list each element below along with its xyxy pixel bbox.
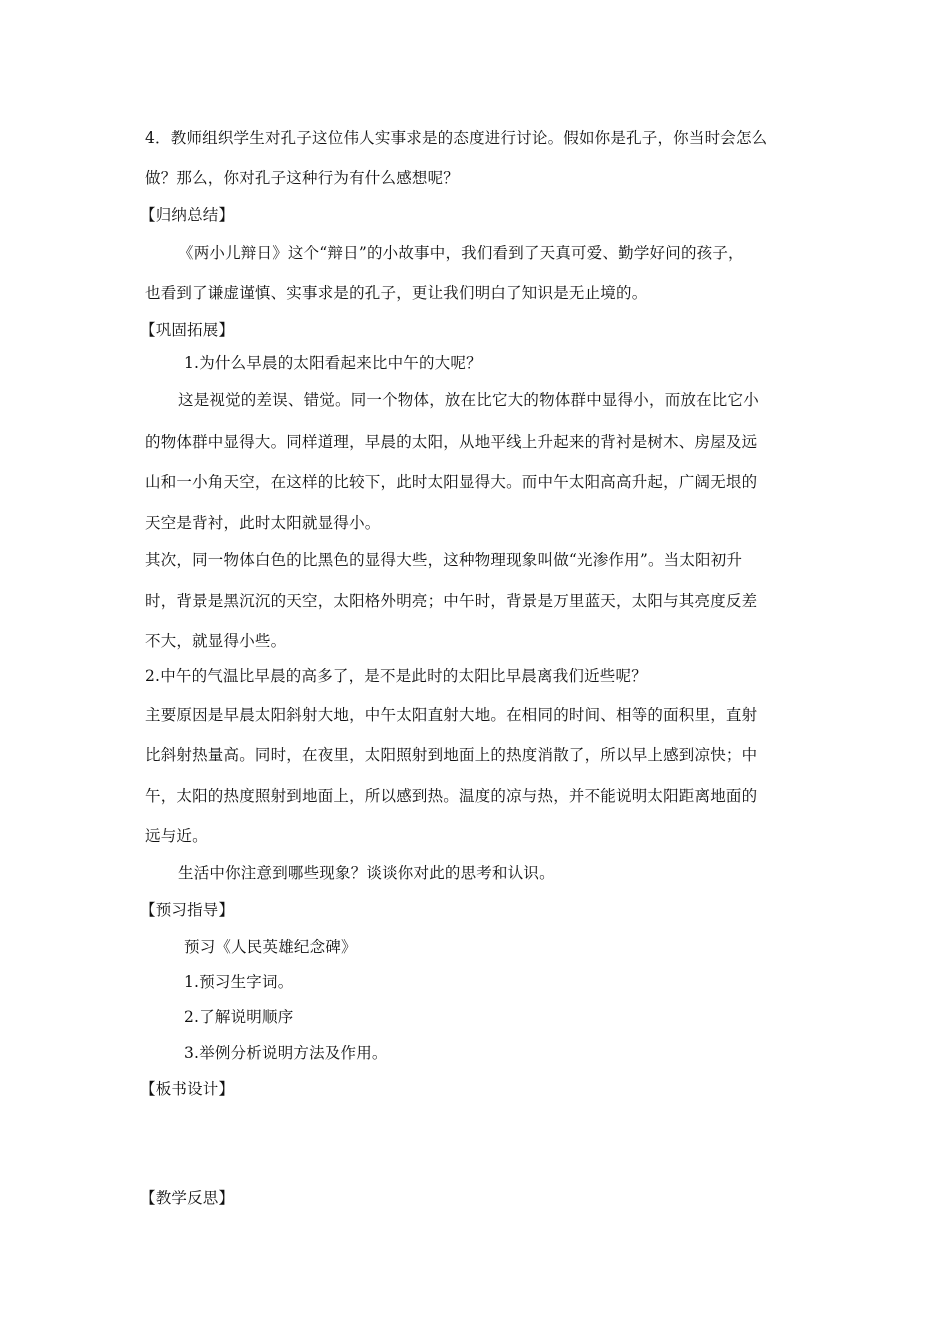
section-heading-reflect: 【教学反思】 [140, 1189, 235, 1207]
paragraph-line: 午，太阳的热度照射到地面上，所以感到热。温度的凉与热，并不能说明太阳距离地面的 [145, 787, 758, 805]
paragraph-line: 不大，就显得小些。 [145, 632, 287, 650]
paragraph-line: 做？那么，你对孔子这种行为有什么感想呢？ [145, 169, 460, 187]
paragraph-line: 的物体群中显得大。同样道理，早晨的太阳，从地平线上升起来的背衬是树木、房屋及远 [145, 433, 758, 451]
section-heading-board: 【板书设计】 [140, 1080, 235, 1098]
paragraph-line: 远与近。 [145, 827, 208, 845]
question-2: 2.中午的气温比早晨的高多了，是不是此时的太阳比早晨离我们近些呢？ [145, 667, 647, 685]
paragraph-line: 山和一小角天空，在这样的比较下，此时太阳显得大。而中午太阳高高升起，广阔无垠的 [145, 473, 758, 491]
question-1: 1.为什么早晨的太阳看起来比中午的大呢？ [184, 354, 482, 372]
paragraph-line: 主要原因是早晨太阳斜射大地，中午太阳直射大地。在相同的时间、相等的面积里，直射 [145, 706, 758, 724]
paragraph-line: 时，背景是黑沉沉的天空，太阳格外明亮；中午时，背景是万里蓝天，太阳与其亮度反差 [145, 592, 758, 610]
section-heading-summary: 【归纳总结】 [140, 206, 235, 224]
preview-title: 预习《人民英雄纪念碑》 [184, 938, 357, 956]
paragraph-line: 《两小儿辩日》这个“辩日”的小故事中，我们看到了天真可爱、勤学好问的孩子， [178, 244, 744, 262]
paragraph-line: 生活中你注意到哪些现象？谈谈你对此的思考和认识。 [178, 864, 555, 882]
preview-item-2: 2.了解说明顺序 [184, 1008, 294, 1026]
paragraph-line: 比斜射热量高。同时，在夜里，太阳照射到地面上的热度消散了，所以早上感到凉快；中 [145, 746, 758, 764]
paragraph-line: 其次，同一物体白色的比黑色的显得大些，这种物理现象叫做“光渗作用”。当太阳初升 [145, 551, 743, 569]
paragraph-line: 也看到了谦虚谨慎、实事求是的孔子，更让我们明白了知识是无止境的。 [145, 284, 648, 302]
paragraph-line: 这是视觉的差误、错觉。同一个物体，放在比它大的物体群中显得小，而放在比它小 [178, 391, 759, 409]
section-heading-expand: 【巩固拓展】 [140, 321, 235, 339]
preview-item-3: 3.举例分析说明方法及作用。 [184, 1044, 388, 1062]
section-heading-preview: 【预习指导】 [140, 901, 235, 919]
preview-item-1: 1.预习生字词。 [184, 973, 294, 991]
paragraph-line: 4．教师组织学生对孔子这位伟人实事求是的态度进行讨论。假如你是孔子，你当时会怎么 [145, 129, 768, 147]
paragraph-line: 天空是背衬，此时太阳就显得小。 [145, 514, 381, 532]
